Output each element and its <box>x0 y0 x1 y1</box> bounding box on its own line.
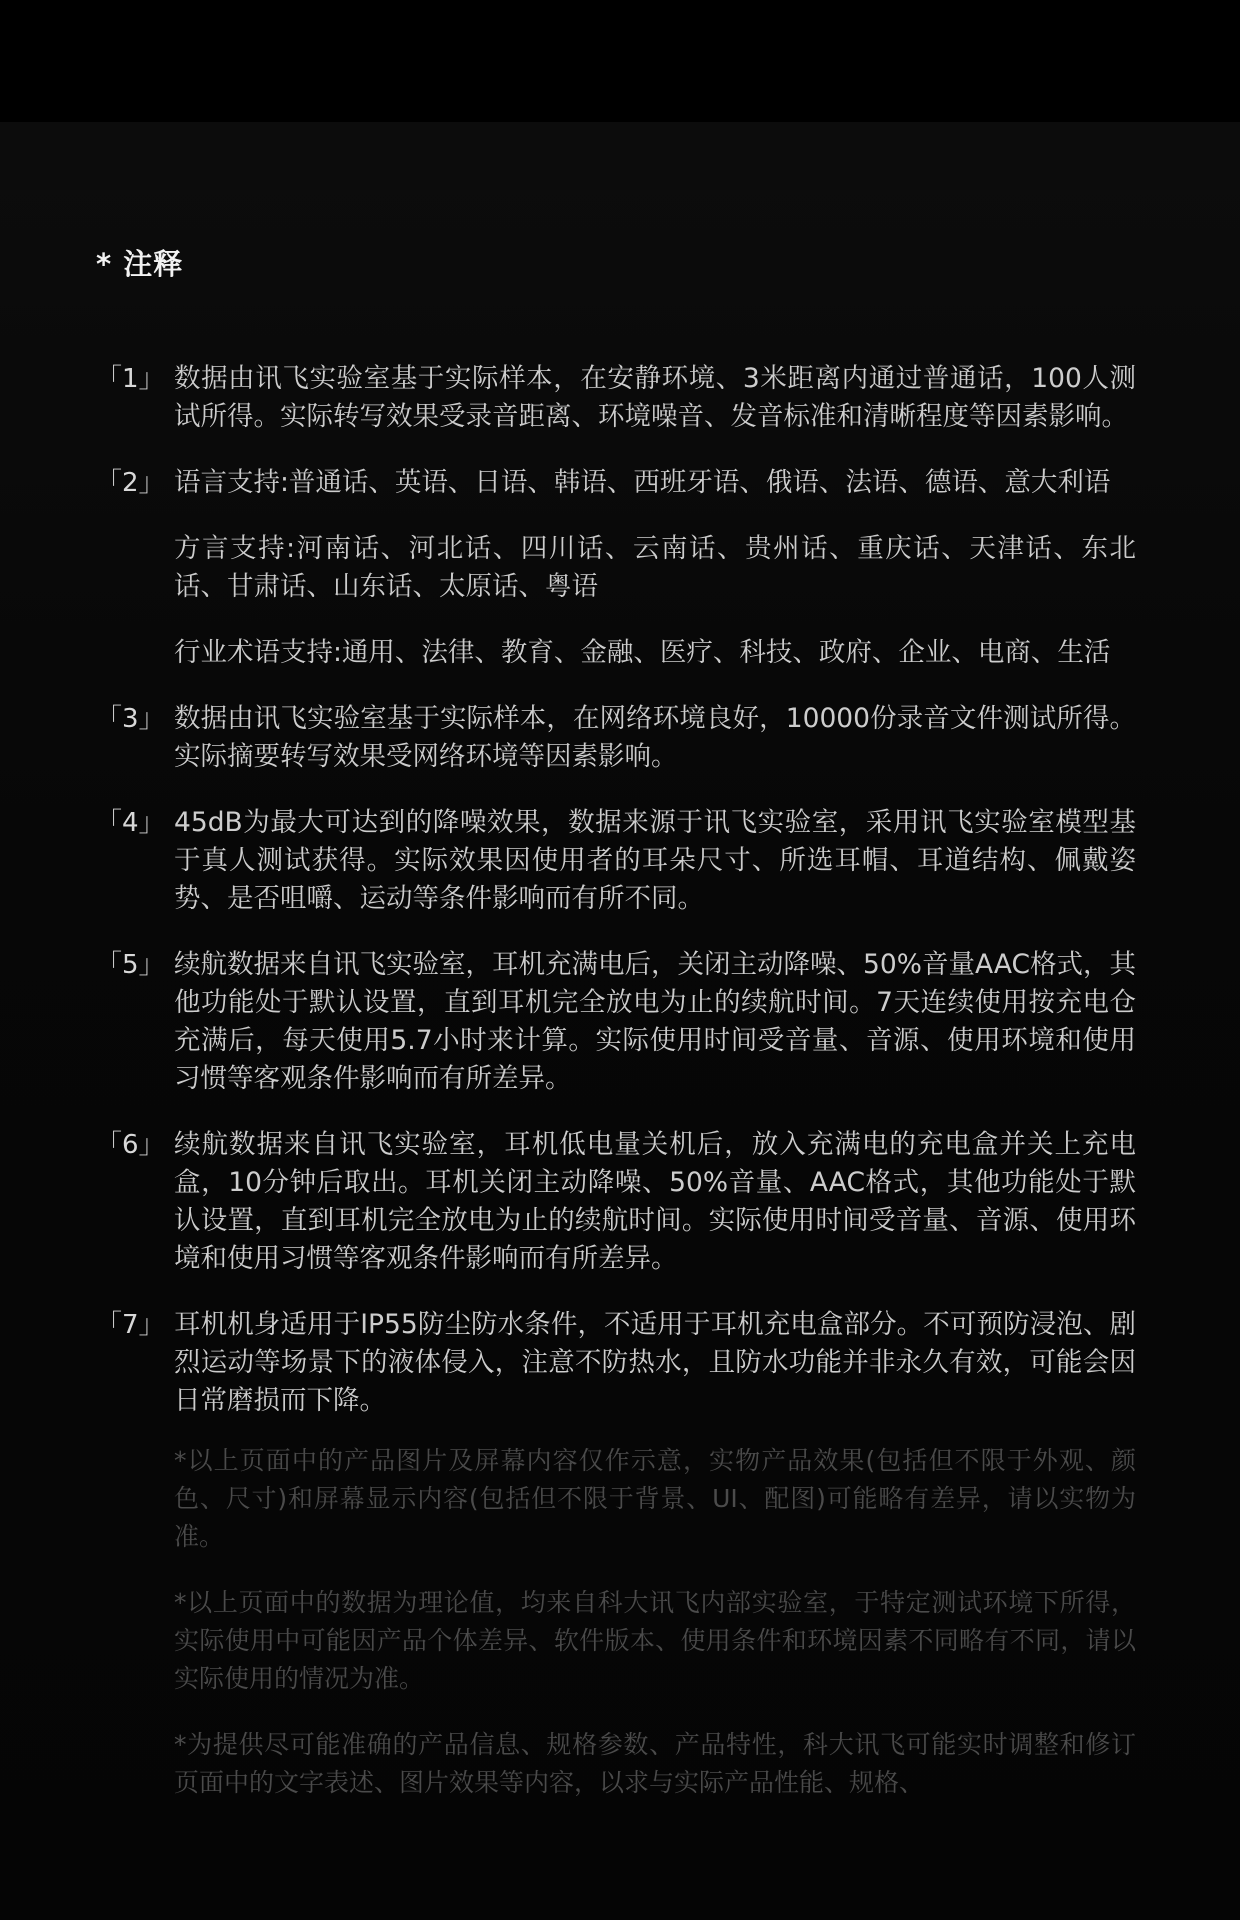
note-text: 数据由讯飞实验室基于实际样本，在网络环境良好，10000份录音文件测试所得。实际摘要转写效果受网络环境等因素影响。 <box>174 703 1136 772</box>
note-number: 「1」 <box>96 364 165 394</box>
disclaimer-text: *为提供尽可能准确的产品信息、规格参数、产品特性，科大讯飞可能实时调整和修订页面中的文字表述、图片效果等内容，以求与实际产品性能、规格、 <box>174 1730 1136 1797</box>
note-6 <box>96 1126 1136 1278</box>
note-number: 「4」 <box>96 808 165 838</box>
note-text: 行业术语支持:通用、法律、教育、金融、医疗、科技、政府、企业、电商、生活 <box>174 637 1111 668</box>
note-text: 方言支持:河南话、河北话、四川话、云南话、贵州话、重庆话、天津话、东北话、甘肃话、山东话、太原话、粤语 <box>174 533 1136 602</box>
note-body <box>174 464 1136 672</box>
note-number: 「5」 <box>96 950 165 980</box>
note-number: 「7」 <box>96 1310 165 1340</box>
note-5 <box>96 946 1136 1098</box>
note-text: 45dB为最大可达到的降噪效果，数据来源于讯飞实验室，采用讯飞实验室模型基于真人测试获得。实际效果因使用者的耳朵尺寸、所选耳帽、耳道结构、佩戴姿势、是否咀嚼、运动等条件影响而有所不同。 <box>174 807 1136 914</box>
notes-list <box>96 360 1136 1448</box>
note-3 <box>96 700 1136 776</box>
note-1 <box>96 360 1136 436</box>
note-2 <box>96 464 1136 672</box>
top-band <box>0 0 1240 122</box>
note-text: 续航数据来自讯飞实验室，耳机充满电后，关闭主动降噪、50%音量AAC格式，其他功能处于默认设置，直到耳机完全放电为止的续航时间。7天连续使用按充电仓充满后，每天使用5.7小时来计算。实际使用时间受音量、音源、使用环境和使用习惯等客观条件影响而有所差异。 <box>174 949 1136 1094</box>
note-text: 数据由讯飞实验室基于实际样本，在安静环境、3米距离内通过普通话，100人测试所得。实际转写效果受录音距离、环境噪音、发音标准和清晰程度等因素影响。 <box>174 363 1136 432</box>
notes-title: * 注释 <box>96 247 184 281</box>
note-body <box>174 946 1136 1098</box>
note-text: 续航数据来自讯飞实验室，耳机低电量关机后，放入充满电的充电盒并关上充电盒，10分钟后取出。耳机关闭主动降噪、50%音量、AAC格式，其他功能处于默认设置，直到耳机完全放电为止的续航时间。实际使用时间受音量、音源、使用环境和使用习惯等客观条件影响而有所差异。 <box>174 1129 1136 1274</box>
note-body <box>174 360 1136 436</box>
note-body <box>174 1306 1136 1420</box>
note-number: 「6」 <box>96 1130 165 1160</box>
note-body <box>174 1126 1136 1278</box>
disclaimer-list <box>174 1442 1136 1830</box>
disclaimer-text: *以上页面中的数据为理论值，均来自科大讯飞内部实验室，于特定测试环境下所得，实际使用中可能因产品个体差异、软件版本、使用条件和环境因素不同略有不同，请以实际使用的情况为准。 <box>174 1588 1136 1693</box>
note-number: 「2」 <box>96 468 165 498</box>
note-number: 「3」 <box>96 704 165 734</box>
note-body <box>174 804 1136 918</box>
note-text: 耳机机身适用于IP55防尘防水条件，不适用于耳机充电盒部分。不可预防浸泡、剧烈运动等场景下的液体侵入，注意不防热水，且防水功能并非永久有效，可能会因日常磨损而下降。 <box>174 1309 1136 1416</box>
note-text: 语言支持:普通话、英语、日语、韩语、西班牙语、俄语、法语、德语、意大利语 <box>174 467 1111 498</box>
note-body <box>174 700 1136 776</box>
note-7 <box>96 1306 1136 1420</box>
disclaimer-text: *以上页面中的产品图片及屏幕内容仅作示意，实物产品效果(包括但不限于外观、颜色、尺寸)和屏幕显示内容(包括但不限于背景、UI、配图)可能略有差异，请以实物为准。 <box>174 1446 1136 1551</box>
note-4 <box>96 804 1136 918</box>
